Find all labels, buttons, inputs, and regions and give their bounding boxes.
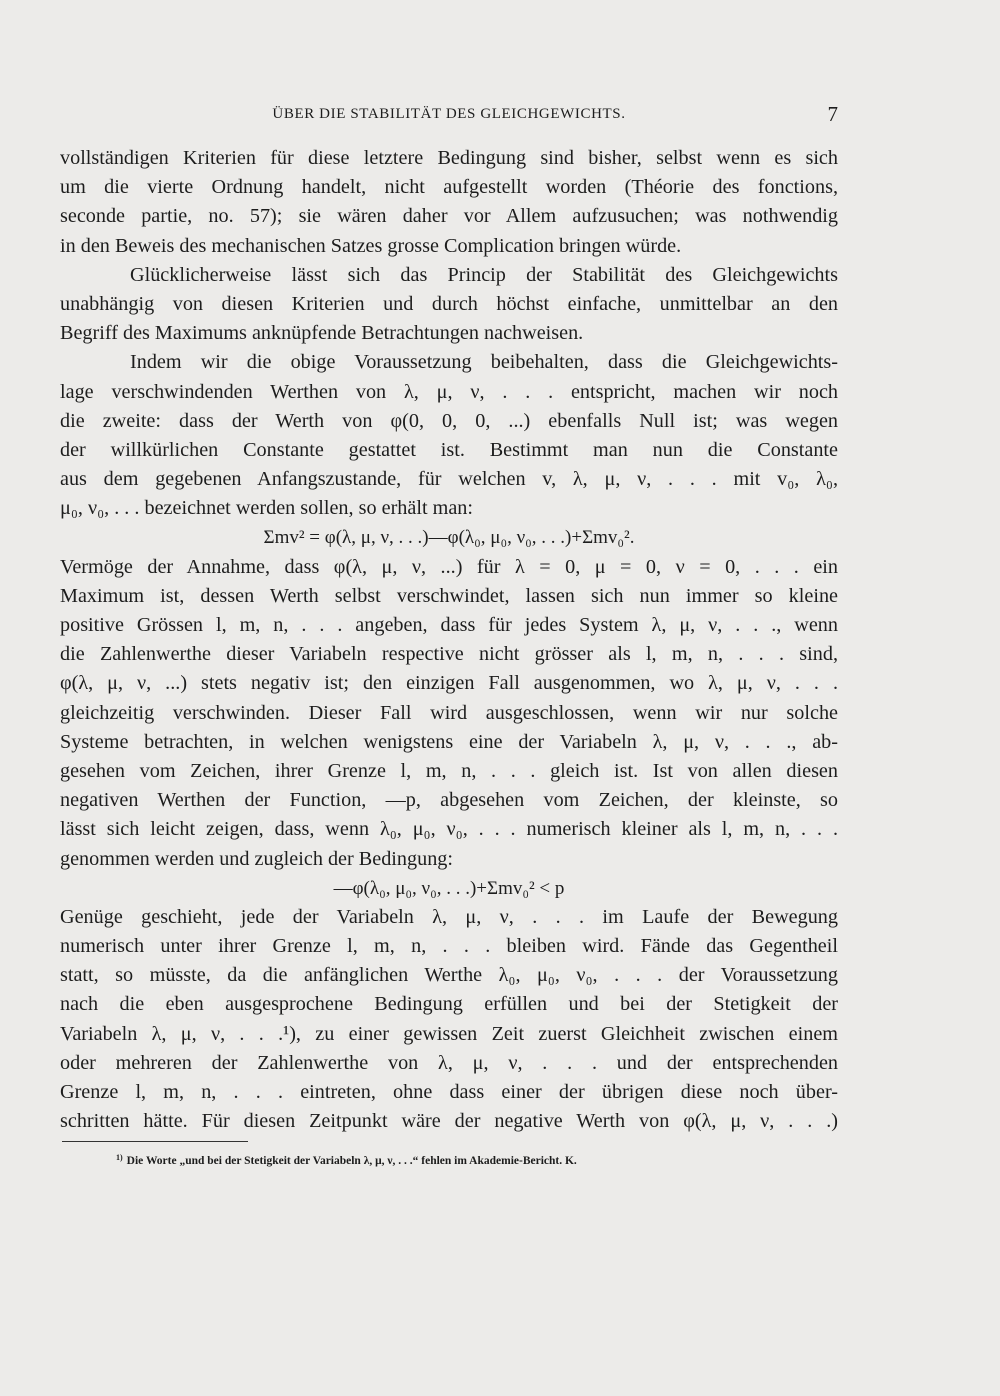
text-line: Maximum ist, dessen Werth selbst verschwindet, lassen sich nun immer so kleine (60, 584, 838, 607)
page-header (60, 104, 838, 130)
text-line: Vermöge der Annahme, dass φ(λ, μ, ν, ...) für λ = 0, μ = 0, ν = 0, . . . ein (60, 555, 838, 578)
text-line: aus dem gegebenen Anfangszustande, für welchen v, λ, μ, ν, . . . mit v₀, λ₀, (60, 468, 838, 491)
text-line: um die vierte Ordnung handelt, nicht aufgestellt worden (Théorie des fonctions, (60, 176, 838, 199)
text-line: gleichzeitig verschwinden. Dieser Fall wird ausgeschlossen, wenn wir nur solche (60, 701, 838, 724)
text-line: Genüge geschieht, jede der Variabeln λ, μ, ν, . . . im Laufe der Bewegung (60, 905, 838, 928)
text-line: oder mehreren der Zahlenwerthe von λ, μ, ν, . . . und der entsprechenden (60, 1051, 838, 1074)
text-line: positive Grössen l, m, n, . . . angeben, dass für jedes System λ, μ, ν, . . ., wenn (60, 614, 838, 636)
text-line: lässt sich leicht zeigen, dass, wenn λ₀, μ₀, ν₀, . . . numerisch kleiner als l, m, n, . . . (60, 818, 838, 841)
text-line: in den Beweis des mechanischen Satzes grosse Complication bringen würde. (60, 234, 682, 257)
page-number: 7 (827, 102, 838, 126)
text-line: μ₀, ν₀, . . . bezeichnet werden sollen, so erhält man: (60, 497, 473, 520)
text-line: der willkürlichen Constante gestattet ist. Bestimmt man nun die Constante (60, 438, 838, 461)
text-line: lage verschwindenden Werthen von λ, μ, ν, . . . entspricht, machen wir noch (60, 380, 838, 403)
text-line: Begriff des Maximums anknüpfende Betrachtungen nachweisen. (60, 322, 584, 345)
text-line: Variabeln λ, μ, ν, . . .¹), zu einer gewissen Zeit zuerst Gleichheit zwischen einem (60, 1022, 838, 1045)
text-line: vollständigen Kriterien für diese letztere Bedingung sind bisher, selbst wenn es sich (60, 147, 838, 169)
text-line: negativen Werthen der Function, —p, abgesehen vom Zeichen, der kleinste, so (60, 789, 838, 812)
running-title: ÜBER DIE STABILITÄT DES GLEICHGEWICHTS. (272, 106, 626, 122)
formula-line: Σmv² = φ(λ, μ, ν, . . .)—φ(λ₀, μ₀, ν₀, . . .)+Σmv₀². (263, 527, 635, 549)
text-line: nach die eben ausgesprochene Bedingung erfüllen und bei der Stetigkeit der (60, 993, 838, 1016)
text-line: Indem wir die obige Voraussetzung beibehalten, dass die Gleichgewichts- (130, 351, 838, 374)
footnote-marker: 1) (116, 1153, 123, 1162)
text-line: die Zahlenwerthe dieser Variabeln respective nicht grösser als l, m, n, . . . sind, (60, 643, 838, 666)
body-text (60, 144, 838, 1136)
footnote-divider (62, 1141, 248, 1142)
footnote-text: Die Worte „und bei der Stetigkeit der Variabeln λ, μ, ν, . . .“ fehlen im Akademie-Bericht. K. (126, 1155, 577, 1167)
text-line: statt, so müsste, da die anfänglichen Werthe λ₀, μ₀, ν₀, . . . der Voraussetzung (60, 964, 838, 987)
text-line: Glücklicherweise lässt sich das Princip der Stabilität des Gleichgewichts (130, 263, 838, 286)
footnote (116, 1153, 856, 1167)
formula-line: —φ(λ₀, μ₀, ν₀, . . .)+Σmv₀² < p (333, 877, 565, 899)
text-line: Grenze l, m, n, . . . eintreten, ohne dass einer der übrigen diese noch über- (60, 1081, 838, 1103)
text-line: Systeme betrachten, in welchen wenigstens eine der Variabeln λ, μ, ν, . . ., ab- (60, 730, 838, 753)
text-line: genommen werden und zugleich der Bedingung: (60, 847, 453, 870)
text-line: gesehen vom Zeichen, ihrer Grenze l, m, n, . . . gleich ist. Ist von allen diesen (60, 759, 838, 782)
text-line: schritten hätte. Für diesen Zeitpunkt wäre der negative Werth von φ(λ, μ, ν, . . .) (60, 1110, 838, 1133)
text-line: φ(λ, μ, ν, ...) stets negativ ist; den einzigen Fall ausgenommen, wo λ, μ, ν, . . . (60, 672, 838, 695)
text-line: die zweite: dass der Werth von φ(0, 0, 0, ...) ebenfalls Null ist; was wegen (60, 409, 838, 432)
text-line: numerisch unter ihrer Grenze l, m, n, . . . bleiben wird. Fände das Gegentheil (60, 935, 838, 958)
text-line: unabhängig von diesen Kriterien und durch höchst einfache, unmittelbar an den (60, 292, 838, 315)
text-line: seconde partie, no. 57); sie wären daher vor Allem aufzusuchen; was nothwendig (60, 205, 838, 228)
